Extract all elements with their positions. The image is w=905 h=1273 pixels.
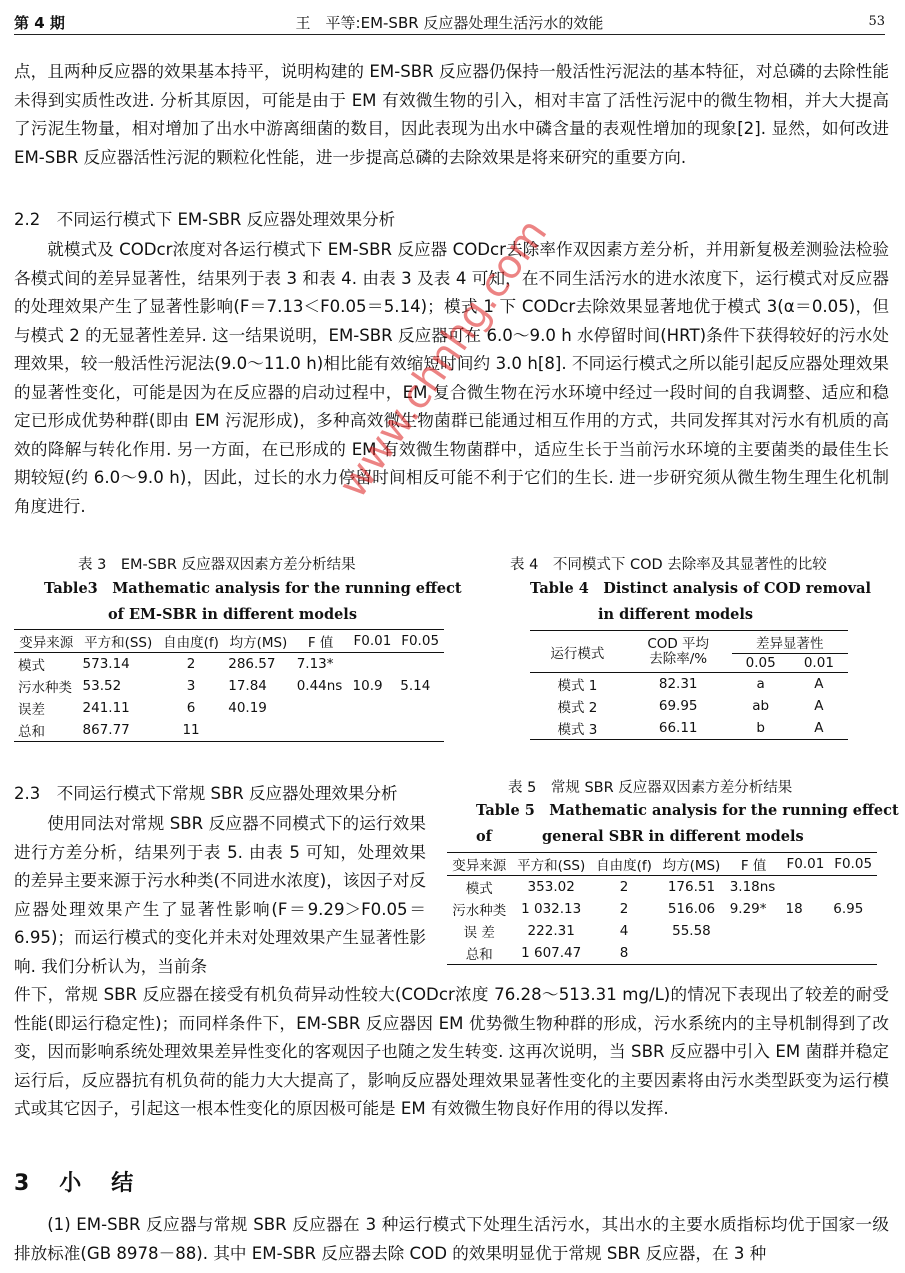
t5-cell xyxy=(782,942,830,965)
t5-cell: 6.95 xyxy=(833,901,864,917)
t3-cell: 总和 xyxy=(18,724,45,740)
paragraph-3b: 件下，常规 SBR 反应器在接受有机负荷异动性较大(CODcr浓度 76.28～513.31 mg/L)的情况下表现出了较差的耐受性能(即运行稳定性)；而同样条件下，EM-SBR 反应器因 EM 优势微生物种群的形成，污水系统内的主导机制得到了改变，因而影响系统处理效果差异性变化的客观因子也随之发生转变. 这再次说明，当 SBR 反应器中引入 EM 菌群并稳定运行后，反应器抗有机负荷的能力大大提高了，影响反应器处理效果显著性变化的主要因素将由污水类型跃变为运行模式或其它因子，引起这一根本性变化的原因极可能是 EM 有效微生物良好作用的得以发挥. xyxy=(14,985,889,1118)
t3-cell: 573.14 xyxy=(82,656,130,672)
table-row xyxy=(530,717,848,740)
t4-head-cod-2: 去除率/% xyxy=(649,650,708,667)
t4-cell: b xyxy=(756,720,765,736)
t4-cell: ab xyxy=(752,698,770,714)
t3-cell: 2 xyxy=(186,656,196,672)
t5-head: 自由度(f) xyxy=(596,858,652,874)
t3-cell: 模式 xyxy=(18,658,45,674)
t4-cell: A xyxy=(814,720,824,736)
t5-cell: 2 xyxy=(619,879,629,895)
t5-cell: 516.06 xyxy=(667,901,716,917)
t4-cell: A xyxy=(814,698,824,714)
section-2-3-heading: 2.3 不同运行模式下常规 SBR 反应器处理效果分析 xyxy=(14,784,398,803)
t5-cell: 222.31 xyxy=(527,923,575,939)
t5-cell xyxy=(782,920,830,942)
t5-head: 变异来源 xyxy=(452,858,507,874)
t5-cell: 8 xyxy=(619,945,629,961)
t3-cell xyxy=(396,719,444,742)
t5-cell: 9.29* xyxy=(729,901,767,917)
table-row xyxy=(447,920,877,942)
t3-head: F0.01 xyxy=(353,633,392,649)
table-row xyxy=(14,719,444,742)
t4-head-cod xyxy=(625,631,732,673)
table3-caption-cn: 表 3 EM-SBR 反应器双因素方差分析结果 xyxy=(78,557,356,573)
table-4 xyxy=(530,630,848,740)
t4-head-005: 0.05 xyxy=(745,655,776,671)
t3-cell: 10.9 xyxy=(352,678,383,694)
t3-cell: 0.44ns xyxy=(296,678,343,694)
issue-number: 第 4 期 xyxy=(14,14,65,32)
paragraph-2: 就模式及 CODcr浓度对各运行模式下 EM-SBR 反应器 CODcr去除率作双因素方差分析，并用新复极差测验法检验各模式间的差异显著性，结果列于表 3 和表 4. 由表 3 及表 4 可知，在不同生活污水的进水浓度下，运行模式对反应器的处理效果产生了显著性影响(F＝7.13＜F0.05＝5.14)；模式 1 下 CODcr去除效果显著地优于模式 3(α＝0.05)，但与模式 2 的无显著性差异. 这一结果说明，EM-SBR 反应器可在 6.0～9.0 h 水停留时间(HRT)条件下获得较好的污水处理效果，较一般活性污泥法(9.0～11.0 h)相比能有效缩短时间约 3.0 h[8]. 不同运行模式之所以能引起反应器处理效果的显著性变化，可能是因为在反应器的启动过程中，EM 复合微生物在污水环境中经过一段时间的自我调整、适应和稳定已形成优势种群(即由 EM 污泥形成)，多种高效微生物菌群已能通过相互作用的方式，共同发挥其对污水有机质的高效的降解与转化作用. 另一方面，在已形成的 EM 有效微生物菌群中，适应生长于当前污水环境的主要菌类的最佳生长期较短(约 6.0～9.0 h)，因此，过长的水力停留时间相反可能不利于它们的生长. 进一步研究须从微生物生理生化机制角度进行. xyxy=(14,240,889,516)
t3-head: 均方(MS) xyxy=(229,635,288,651)
t5-head: F0.01 xyxy=(786,856,825,872)
table-row xyxy=(14,653,444,676)
t3-head: 自由度(f) xyxy=(163,635,219,651)
t4-head-sig: 差异显著性 xyxy=(732,631,848,654)
running-title: 王 平等:EM-SBR 反应器处理生活污水的效能 xyxy=(295,14,604,32)
t4-cell: 模式 3 xyxy=(557,722,598,738)
table-row xyxy=(447,942,877,965)
table5-caption-en-2: general SBR in different models xyxy=(542,828,804,845)
table-row xyxy=(14,675,444,697)
t3-cell xyxy=(224,719,292,742)
t5-cell: 4 xyxy=(619,923,629,939)
t3-cell: 11 xyxy=(182,722,200,738)
paragraph-1: 点，且两种反应器的效果基本持平，说明构建的 EM-SBR 反应器仍保持一般活性污泥法的基本特征，对总磷的去除性能未得到实质性改进. 分析其原因，可能是由于 EM 有效微生物的引入，相对丰富了活性污泥中的微生物相，并大大提高了污泥生物量，相对增加了出水中游离细菌的数目，因此表现为出水中磷含量的表观性增加的现象[2]. 显然，如何改进 EM-SBR 反应器活性污泥的颗粒化性能，进一步提高总磷的去除效果是将来研究的重要方向. xyxy=(14,62,889,167)
t3-cell xyxy=(349,653,397,676)
t5-cell xyxy=(657,942,725,965)
table-row xyxy=(447,898,877,920)
paragraph-4: (1) EM-SBR 反应器与常规 SBR 反应器在 3 种运行模式下处理生活污水，其出水的主要水质指标均优于国家一级排放标准(GB 8978－88). 其中 EM-SBR 反应器去除 COD 的效果明显优于常规 SBR 反应器，在 3 种 xyxy=(14,1215,889,1263)
t5-cell: 1 607.47 xyxy=(521,945,582,961)
t3-cell xyxy=(349,697,397,719)
table-row xyxy=(530,673,848,696)
t3-head: F 值 xyxy=(307,635,334,651)
t3-cell: 3 xyxy=(186,678,196,694)
t4-head-001: 0.01 xyxy=(803,655,834,671)
page-number: 53 xyxy=(868,14,885,29)
t4-head-mode: 运行模式 xyxy=(530,631,625,673)
table-3 xyxy=(14,629,444,742)
t5-cell xyxy=(829,920,877,942)
table-row xyxy=(14,697,444,719)
t3-cell: 误差 xyxy=(18,702,45,718)
t3-cell: 5.14 xyxy=(400,678,431,694)
table-row xyxy=(447,876,877,899)
table4-caption-en-2: in different models xyxy=(598,606,754,623)
table4-caption-cn: 表 4 不同模式下 COD 去除率及其显著性的比较 xyxy=(510,557,827,573)
t4-cell: a xyxy=(756,676,765,692)
t3-cell xyxy=(396,653,444,676)
paragraph-3a: 使用同法对常规 SBR 反应器不同模式下的运行效果进行方差分析，结果列于表 5. 由表 5 可知，处理效果的差异主要来源于污水种类(不同进水浓度)，该因子对反应器处理效果产生了显著性影响(F＝9.29＞F0.05＝6.95)；而运行模式的变化并未对处理效果产生显著性影响. 我们分析认为，当前条 xyxy=(14,814,426,976)
t3-head: 平方和(SS) xyxy=(84,635,153,651)
t3-cell: 污水种类 xyxy=(18,680,72,696)
section-2-2-heading: 2.2 不同运行模式下 EM-SBR 反应器处理效果分析 xyxy=(14,210,396,229)
t3-cell: 17.84 xyxy=(228,678,267,694)
t5-cell xyxy=(726,920,782,942)
t5-cell: 误 差 xyxy=(463,925,495,941)
t5-head: F0.05 xyxy=(834,856,873,872)
t5-cell: 18 xyxy=(785,901,803,917)
t5-cell xyxy=(829,942,877,965)
t4-cell: 69.95 xyxy=(658,698,698,714)
t3-cell xyxy=(293,697,349,719)
page-header xyxy=(14,8,885,35)
t3-cell: 241.11 xyxy=(82,700,130,716)
t5-cell: 2 xyxy=(619,901,629,917)
t4-cell: 66.11 xyxy=(658,720,698,736)
t5-cell: 总和 xyxy=(465,947,493,963)
t5-cell: 3.18ns xyxy=(729,879,776,895)
table4-caption-en-1: Table 4 Distinct analysis of COD removal xyxy=(530,580,871,597)
t5-cell xyxy=(782,876,830,899)
t3-cell: 6 xyxy=(186,700,196,716)
t3-cell: 286.57 xyxy=(228,656,276,672)
t5-cell xyxy=(726,942,782,965)
t3-head: F0.05 xyxy=(401,633,440,649)
t5-cell: 353.02 xyxy=(527,879,575,895)
t4-cell: A xyxy=(814,676,824,692)
t5-head: 均方(MS) xyxy=(662,858,721,874)
t3-cell xyxy=(293,719,349,742)
t4-cell: 模式 2 xyxy=(557,700,598,716)
t3-head: 变异来源 xyxy=(19,635,74,651)
t5-cell xyxy=(829,876,877,899)
table5-caption-en-1: Table 5 Mathematic analysis for the running effect of xyxy=(476,802,899,845)
section-3-heading: 3 小 结 xyxy=(14,1171,138,1196)
table3-caption-en-2: of EM-SBR in different models xyxy=(108,606,357,623)
t3-cell xyxy=(396,697,444,719)
table-row xyxy=(530,695,848,717)
table5-caption-cn: 表 5 常规 SBR 反应器双因素方差分析结果 xyxy=(508,780,793,796)
t4-cell: 82.31 xyxy=(658,676,698,692)
table3-caption-en-1: Table3 Mathematic analysis for the running effect xyxy=(44,580,462,597)
t5-cell: 模式 xyxy=(465,881,493,897)
t5-head: 平方和(SS) xyxy=(517,858,586,874)
t5-cell: 55.58 xyxy=(672,923,711,939)
t4-cell: 模式 1 xyxy=(557,678,598,694)
t5-cell: 污水种类 xyxy=(452,903,507,919)
t4-head-cod-1: COD 平均 xyxy=(647,635,710,652)
t3-cell: 867.77 xyxy=(82,722,130,738)
t3-cell xyxy=(349,719,397,742)
t3-cell: 53.52 xyxy=(82,678,122,694)
t5-cell: 1 032.13 xyxy=(521,901,582,917)
t3-cell: 7.13* xyxy=(296,656,334,672)
t3-cell: 40.19 xyxy=(228,700,267,716)
table-5 xyxy=(447,852,877,965)
watermark: www.chnhg.com xyxy=(330,210,557,507)
t5-head: F 值 xyxy=(740,858,767,874)
t5-cell: 176.51 xyxy=(667,879,716,895)
